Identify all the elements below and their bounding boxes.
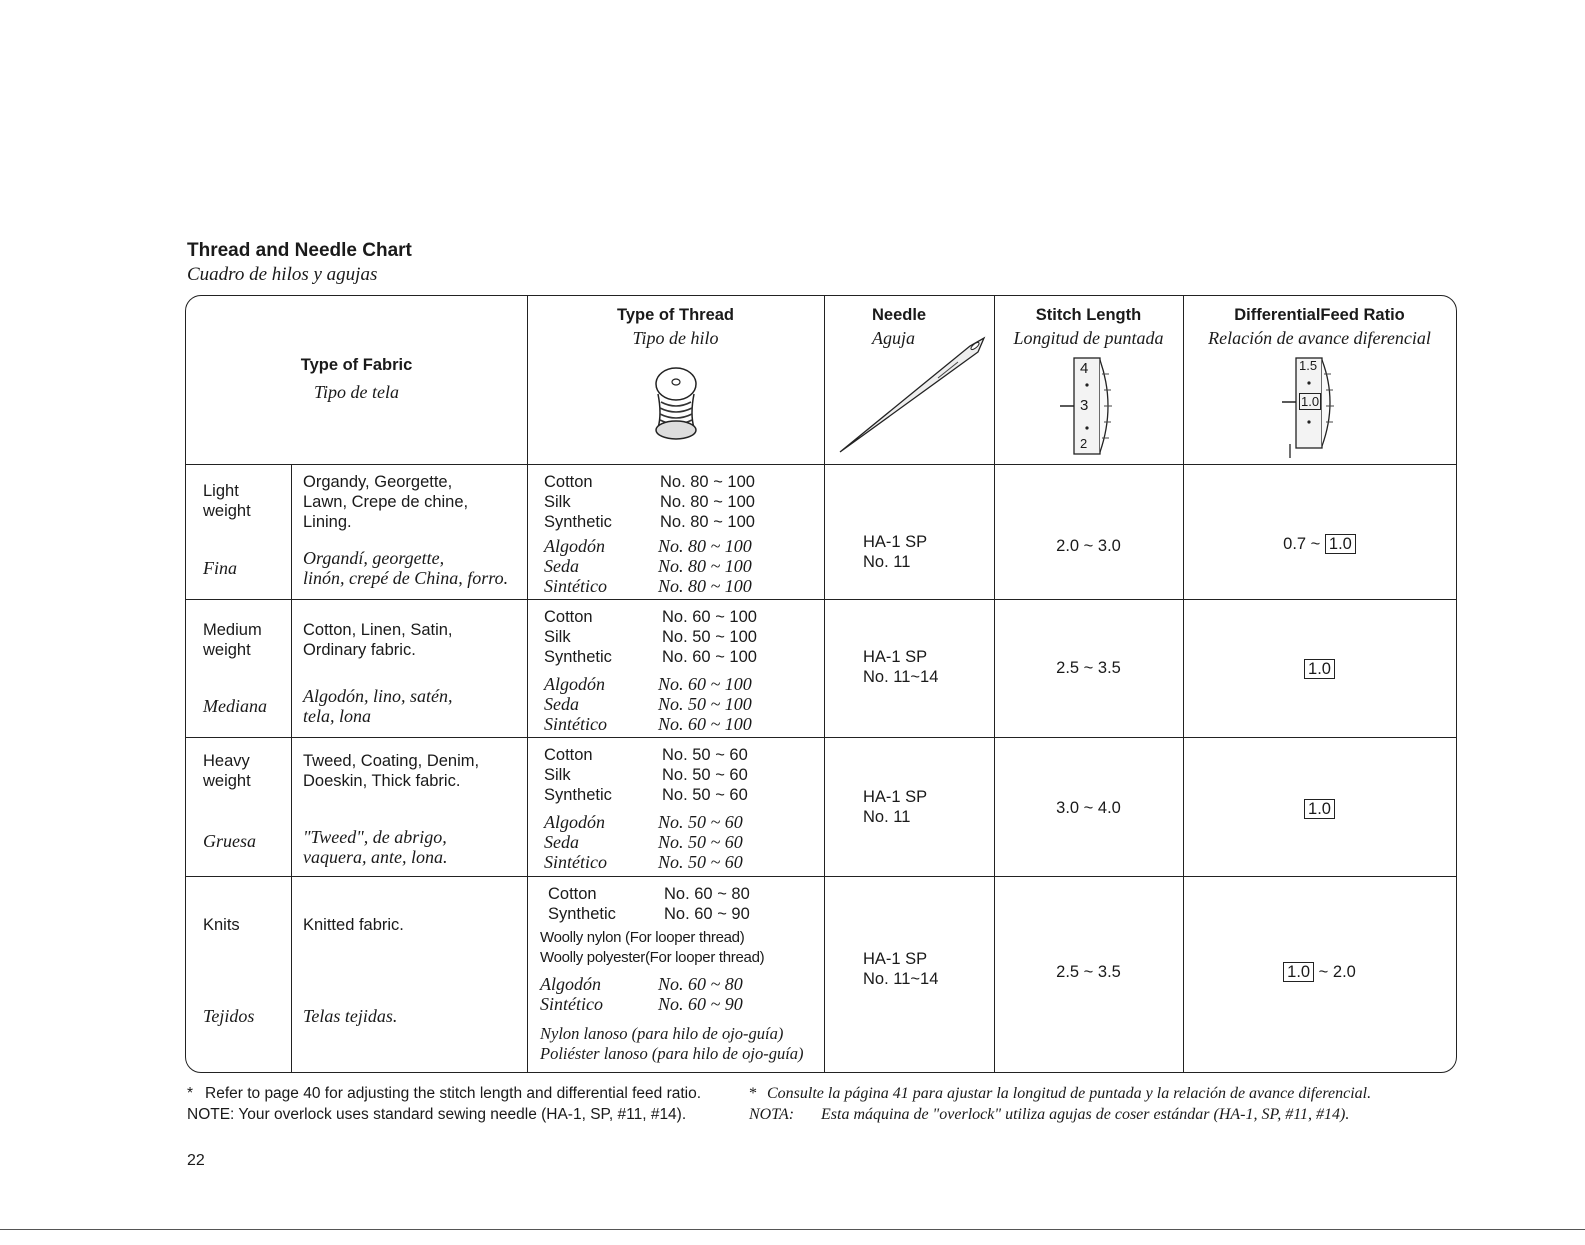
fabric-list-es: Organdí, georgette, linón, crepé de China, forro. (303, 548, 509, 588)
thread-list: Cotton No. 60 ~ 80 Synthetic No. 60 ~ 90 (548, 885, 750, 923)
header-thread: Type of Thread (616, 306, 735, 324)
diff-ratio-value: 1.0 ~ 2.0 (1183, 962, 1456, 982)
weight-label-es: Gruesa (203, 831, 256, 851)
page-number: 22 (187, 1152, 205, 1169)
stitch-length-value: 3.0 ~ 4.0 (1056, 799, 1121, 817)
fabric-list-es: Telas tejidas. (303, 1006, 398, 1026)
weight-label: Medium weight (203, 621, 262, 659)
footnote-es: * Consulte la página 41 para ajustar la longitud de puntada y la relación de avance diferencial. (749, 1085, 1372, 1102)
needle-value: HA-1 SP No. 11~14 (863, 950, 939, 988)
header-needle-es: Aguja (872, 328, 915, 348)
col-divider (994, 296, 995, 1072)
diff-dial-mark: 1.5 (1299, 358, 1318, 373)
thread-needle-chart (185, 295, 1457, 1073)
stitch-length-value: 2.5 ~ 3.5 (1056, 659, 1121, 677)
note-en: NOTE: Your overlock uses standard sewing needle (HA-1, SP, #11, #14). (187, 1106, 687, 1123)
stitch-length-value: 2.0 ~ 3.0 (1056, 537, 1121, 555)
fabric-list: Organdy, Georgette, Lawn, Crepe de chine, Lining. (303, 473, 469, 531)
thread-list-es: Algodón No. 60 ~ 80 Sintético No. 60 ~ 90 (540, 974, 743, 1014)
needle-value: HA-1 SP No. 11~14 (863, 648, 939, 686)
diff-ratio-value: 0.7 ~ 1.0 (1183, 534, 1456, 554)
note-es: NOTA: Esta máquina de "overlock" utiliza agujas de coser estándar (HA-1, SP, #11, #14). (749, 1106, 1350, 1123)
stitch-dial-mark: 3 (1080, 397, 1089, 414)
differential-feed-dial-icon (1268, 352, 1358, 462)
header-fabric-es: Tipo de tela (314, 382, 399, 402)
header-stitch-es: Longitud de puntada (1013, 328, 1164, 348)
fabric-list: Cotton, Linen, Satin, Ordinary fabric. (303, 621, 453, 659)
stitch-length-dial-icon (1046, 352, 1136, 462)
diff-ratio-value: 1.0 (1183, 799, 1456, 819)
thread-spool-icon (648, 364, 704, 442)
col-divider (527, 296, 528, 1072)
stitch-dial-mark: 4 (1080, 360, 1089, 377)
header-diff-es: Relación de avance diferencial (1208, 328, 1431, 348)
header-thread-es: Tipo de hilo (632, 328, 719, 348)
row-divider (186, 876, 1456, 877)
header-divider (186, 464, 1456, 465)
row-divider (186, 599, 1456, 600)
fabric-list: Knitted fabric. (303, 916, 404, 934)
weight-label: Light weight (203, 482, 251, 520)
thread-list: Cotton No. 60 ~ 100 Silk No. 50 ~ 100 Synthetic No. 60 ~ 100 (544, 608, 757, 666)
header-fabric: Type of Fabric (300, 356, 413, 374)
page-title-spanish: Cuadro de hilos y agujas (187, 264, 378, 285)
header-diff: DifferentialFeed Ratio (1234, 306, 1405, 324)
col-divider (824, 296, 825, 1072)
header-needle: Needle (872, 306, 927, 324)
footnote-en: * Refer to page 40 for adjusting the stitch length and differential feed ratio. (187, 1085, 702, 1102)
weight-label: Knits (203, 916, 240, 934)
weight-label-es: Fina (203, 558, 237, 578)
weight-label-es: Mediana (203, 696, 267, 716)
thread-list-es: Algodón No. 80 ~ 100 Seda No. 80 ~ 100 Sintético No. 80 ~ 100 (544, 536, 752, 596)
thread-list-extra: Woolly nylon (For looper thread) Woolly polyester(For looper thread) (540, 929, 765, 966)
bottom-rule (0, 1229, 1585, 1230)
thread-list-es: Algodón No. 50 ~ 60 Seda No. 50 ~ 60 Sintético No. 50 ~ 60 (544, 812, 743, 872)
col-divider (1183, 296, 1184, 1072)
stitch-dial-mark: 2 (1080, 436, 1088, 451)
header-stitch: Stitch Length (1035, 306, 1142, 324)
fabric-list-es: Algodón, lino, satén, tela, lona (303, 686, 453, 726)
row-divider (186, 737, 1456, 738)
diff-dial-mark: 1.0 (1301, 394, 1320, 409)
col-divider (291, 464, 292, 1072)
thread-list-extra-es: Nylon lanoso (para hilo de ojo-guía) Poliéster lanoso (para hilo de ojo-guía) (540, 1024, 804, 1063)
weight-label: Heavy weight (203, 752, 251, 790)
thread-list: Cotton No. 80 ~ 100 Silk No. 80 ~ 100 Synthetic No. 80 ~ 100 (544, 473, 755, 531)
diff-ratio-value: 1.0 (1183, 659, 1456, 679)
fabric-list: Tweed, Coating, Denim, Doeskin, Thick fabric. (303, 752, 480, 790)
fabric-list-es: "Tweed", de abrigo, vaquera, ante, lona. (303, 827, 448, 867)
weight-label-es: Tejidos (203, 1006, 255, 1026)
needle-value: HA-1 SP No. 11 (863, 533, 928, 571)
stitch-length-value: 2.5 ~ 3.5 (1056, 963, 1121, 981)
thread-list-es: Algodón No. 60 ~ 100 Seda No. 50 ~ 100 Sintético No. 60 ~ 100 (544, 674, 752, 734)
needle-value: HA-1 SP No. 11 (863, 788, 928, 826)
thread-list: Cotton No. 50 ~ 60 Silk No. 50 ~ 60 Synthetic No. 50 ~ 60 (544, 746, 748, 804)
needle-icon (838, 334, 988, 456)
page-title: Thread and Needle Chart (187, 240, 412, 261)
